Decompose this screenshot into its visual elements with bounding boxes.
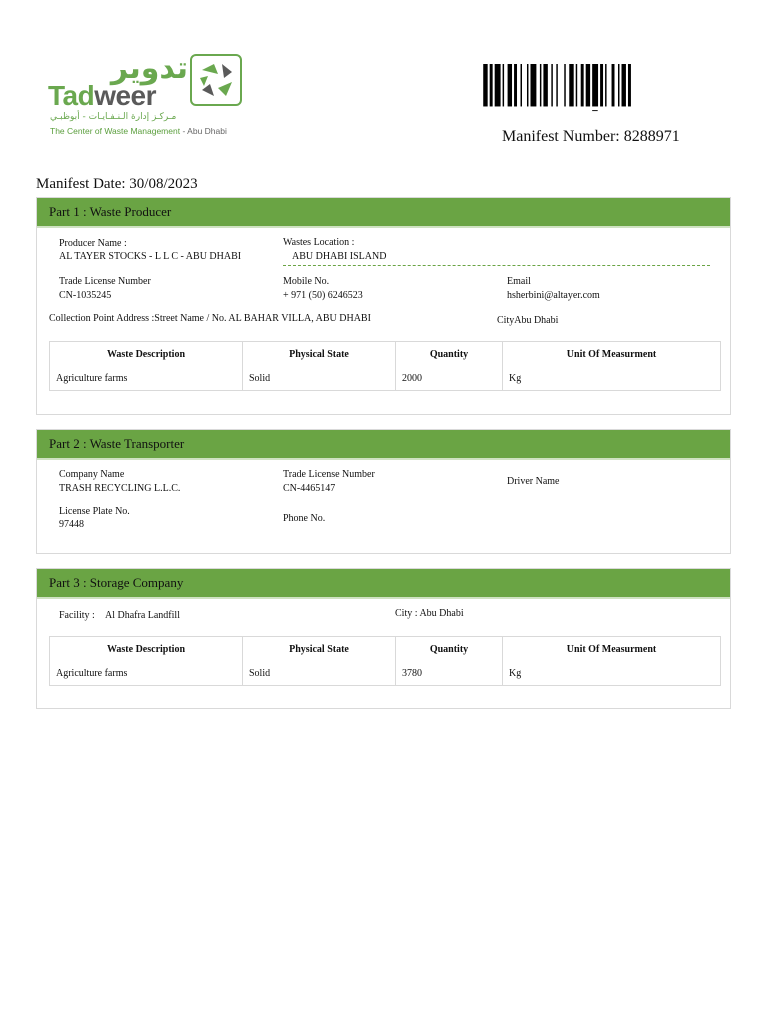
part2-title: Part 2 : Waste Transporter: [37, 430, 730, 460]
logo-wordmark: [48, 80, 156, 112]
transporter-license-label: Trade License Number: [283, 469, 375, 480]
email-label: Email: [507, 276, 531, 287]
table-row: [50, 366, 721, 391]
col-waste-description: Waste Description: [50, 342, 243, 367]
facility-label: Facility :: [59, 610, 95, 621]
cell-quantity: 2000: [396, 366, 503, 391]
logo-subtitle-en-2: - Abu Dhabi: [180, 126, 227, 136]
manifest-number: Manifest Number: 8288971: [502, 128, 680, 145]
company-name: TRASH RECYCLING L.L.C.: [59, 483, 181, 494]
col-physical-state: Physical State: [243, 342, 396, 367]
table-header-row: [50, 637, 721, 662]
email: hsherbini@altayer.com: [507, 290, 600, 301]
logo-subtitle-english: [50, 126, 227, 136]
table-row: [50, 661, 721, 686]
col-unit: Unit Of Measurment: [503, 637, 721, 662]
cell-physical-state: Solid: [243, 661, 396, 686]
cell-unit: Kg: [503, 661, 721, 686]
col-waste-description: Waste Description: [50, 637, 243, 662]
logo-arabic-name: تدوير: [110, 51, 188, 86]
logo-word-tad: Tad: [48, 80, 95, 111]
location-divider: [283, 265, 710, 266]
mobile-label: Mobile No.: [283, 276, 330, 287]
table-header-row: [50, 342, 721, 367]
producer-name-label: Producer Name :: [59, 238, 127, 249]
license-plate: 97448: [59, 519, 84, 530]
part3-storage-company: [36, 568, 731, 709]
cell-waste-description: Agriculture farms: [50, 366, 243, 391]
part1-title: Part 1 : Waste Producer: [37, 198, 730, 228]
cell-waste-description: Agriculture farms: [50, 661, 243, 686]
wastes-location-label: Wastes Location :: [283, 237, 355, 248]
mobile: + 971 (50) 6246523: [283, 290, 363, 301]
trade-license: CN-1035245: [59, 290, 112, 301]
cell-unit: Kg: [503, 366, 721, 391]
wastes-location: ABU DHABI ISLAND: [292, 251, 387, 262]
cell-physical-state: Solid: [243, 366, 396, 391]
trade-license-label: Trade License Number: [59, 276, 151, 287]
barcode: [474, 64, 714, 112]
recycle-icon: [190, 54, 242, 106]
tadweer-logo: [48, 52, 248, 140]
manifest-date: Manifest Date: 30/08/2023: [36, 176, 198, 192]
col-unit: Unit Of Measurment: [503, 342, 721, 367]
part2-waste-transporter: [36, 429, 731, 554]
transporter-license: CN-4465147: [283, 483, 336, 494]
part3-title: Part 3 : Storage Company: [37, 569, 730, 599]
part1-waste-producer: [36, 197, 731, 415]
producer-name: AL TAYER STOCKS - L L C - ABU DHABI: [59, 251, 242, 262]
cell-quantity: 3780: [396, 661, 503, 686]
logo-word-weer: weer: [94, 80, 157, 111]
collection-address: Collection Point Address :Street Name / No. AL BAHAR VILLA, ABU DHABI: [49, 313, 371, 324]
part3-waste-table: [49, 636, 721, 686]
phone-label: Phone No.: [283, 513, 326, 524]
logo-subtitle-arabic: مـركـز إدارة الـنـفـايـات - أبوظبـي: [50, 112, 177, 122]
col-quantity: Quantity: [396, 342, 503, 367]
logo-subtitle-en-1: The Center of Waste Management: [50, 126, 181, 136]
driver-name-label: Driver Name: [507, 476, 560, 487]
license-plate-label: License Plate No.: [59, 506, 130, 517]
facility: Al Dhafra Landfill: [105, 610, 180, 621]
collection-city: CityAbu Dhabi: [497, 315, 559, 326]
storage-city: City : Abu Dhabi: [395, 608, 464, 619]
col-physical-state: Physical State: [243, 637, 396, 662]
col-quantity: Quantity: [396, 637, 503, 662]
company-name-label: Company Name: [59, 469, 125, 480]
part1-waste-table: [49, 341, 721, 391]
